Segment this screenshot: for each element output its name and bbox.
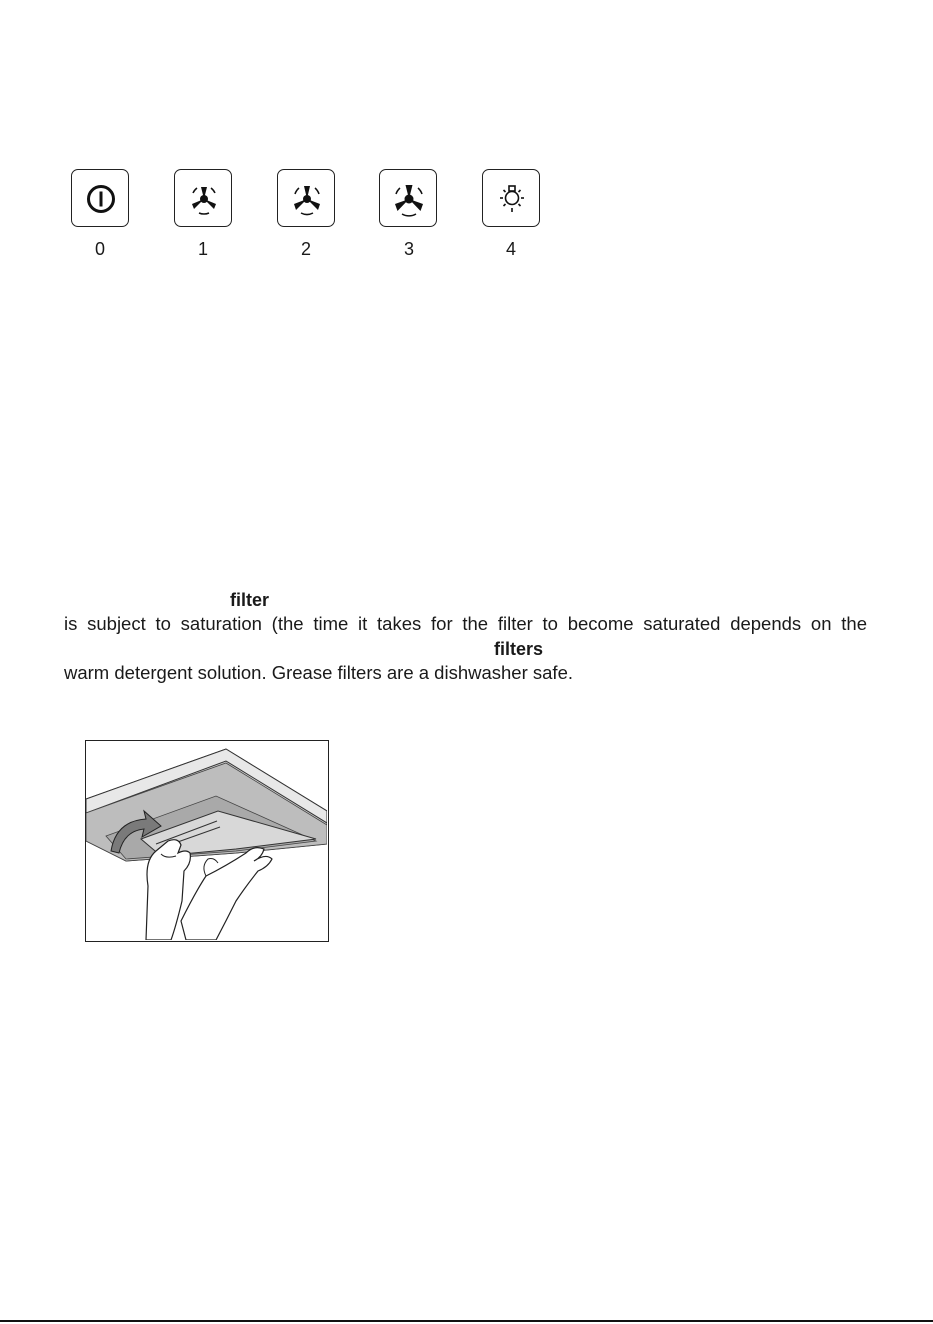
filter-removal-figure	[85, 740, 329, 942]
light-button[interactable]	[482, 169, 540, 227]
fan-speed-3-button[interactable]	[379, 169, 437, 227]
fan-speed-3-label: 3	[403, 239, 414, 259]
fan-speed-2-icon	[278, 170, 336, 228]
paragraph-line-saturation: is subject to saturation (the time it takes for the filter to become saturated depends on the	[64, 613, 867, 634]
filter-removal-illustration	[86, 741, 327, 940]
power-button[interactable]	[71, 169, 129, 227]
paragraph-line-detergent: warm detergent solution. Grease filters are a dishwasher safe.	[64, 662, 573, 683]
fan-speed-1-button[interactable]	[174, 169, 232, 227]
light-bulb-icon	[483, 170, 541, 228]
fan-speed-1-icon	[175, 170, 233, 228]
power-button-label: 0	[94, 239, 105, 259]
light-button-label: 4	[505, 239, 516, 259]
bottom-rule	[0, 1320, 933, 1322]
bold-term-filter: filter	[230, 590, 270, 610]
fan-speed-2-button[interactable]	[277, 169, 335, 227]
power-icon	[72, 170, 130, 228]
control-panel	[0, 0, 933, 270]
fan-speed-1-label: 1	[197, 239, 208, 259]
bold-term-filters: filters	[494, 639, 544, 659]
fan-speed-3-icon	[380, 170, 438, 228]
fan-speed-2-label: 2	[300, 239, 311, 259]
